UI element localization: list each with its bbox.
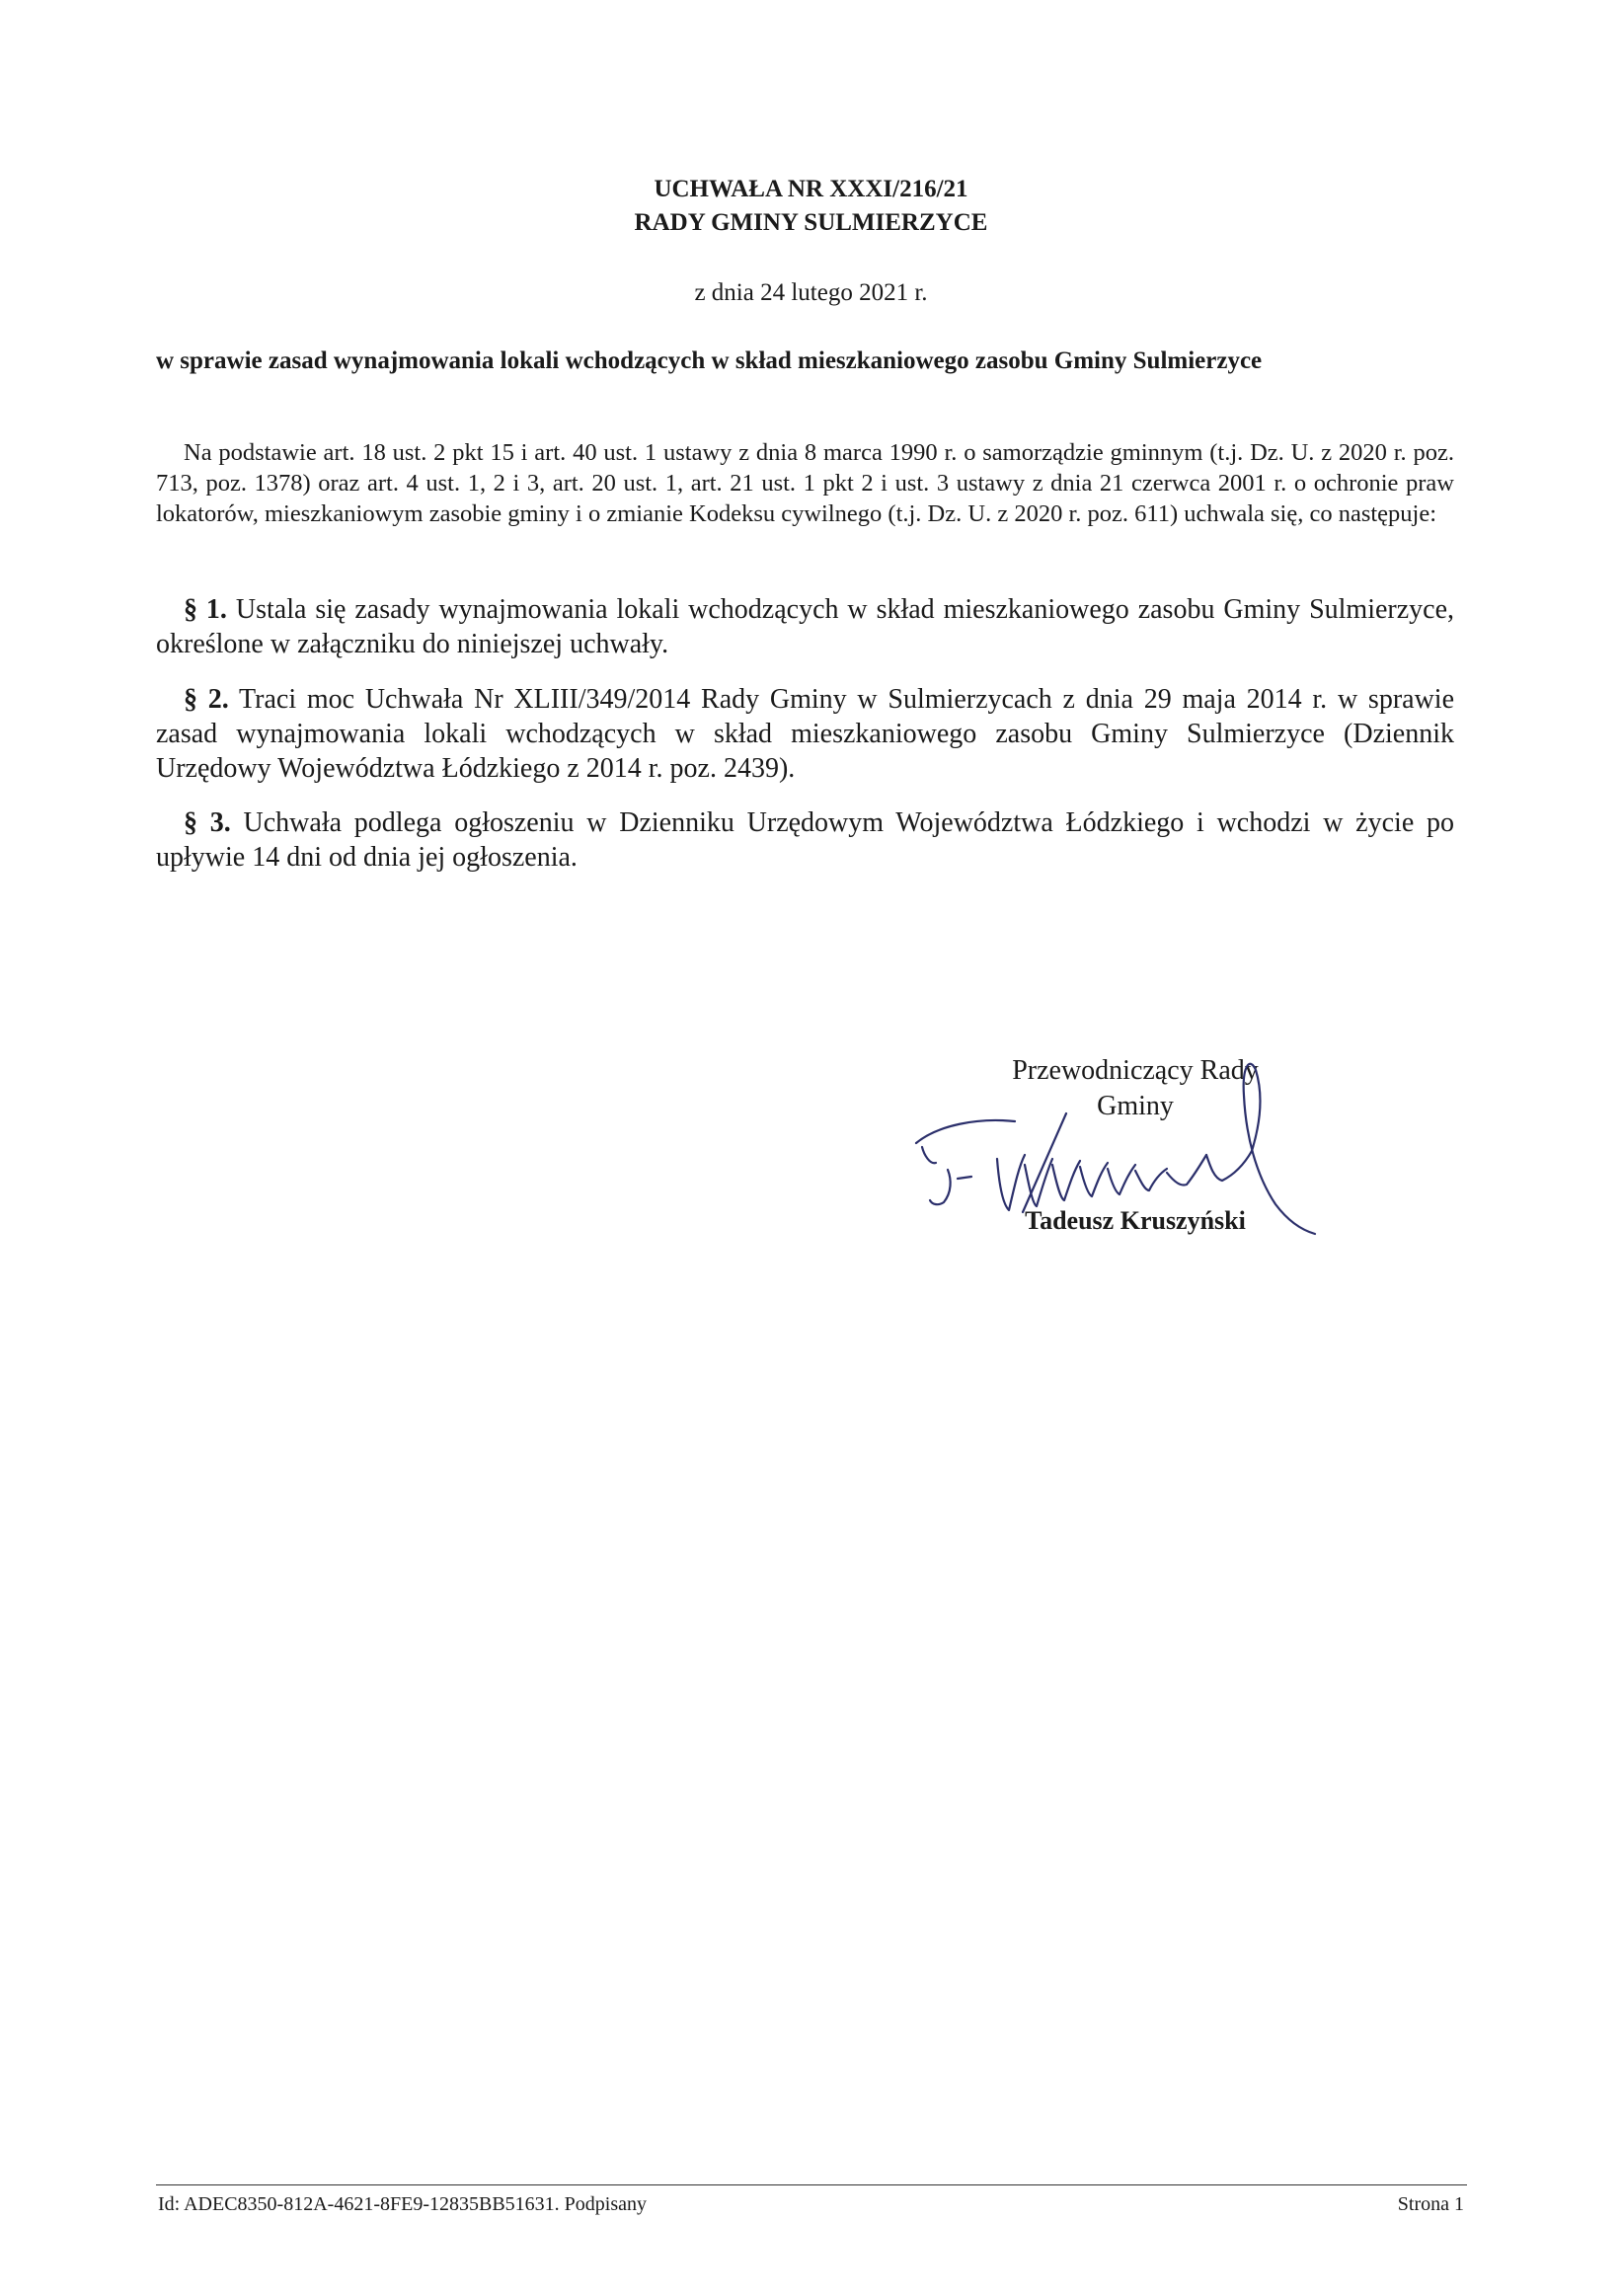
page-number: Strona 1 bbox=[1397, 2193, 1464, 2215]
paragraph-3 bbox=[156, 805, 1454, 875]
legal-basis-text: Na podstawie art. 18 ust. 2 pkt 15 i art. 40 ust. 1 ustawy z dnia 8 marca 1990 r. o samorządzie gminnym (t.j. Dz. U. z 2020 r. poz. 713, poz. 1378) oraz art. 4 ust. 1, 2 i 3, art. 20 ust. 1, art. 21 ust. 1 pkt 2 i ust. 3 ustawy z dnia 21 czerwca 2001 r. o ochronie praw lokatorów, mieszkaniowym zasobie gminy i o zmianie Kodeksu cywilnego (t.j. Dz. U. z 2020 r. poz. 611) uchwala się, co następuje: bbox=[156, 439, 1454, 527]
signatory-title-line2: Gminy bbox=[1097, 1091, 1174, 1121]
paragraph-number: § 1. bbox=[184, 594, 227, 625]
resolution-subject: w sprawie zasad wynajmowania lokali wchodzących w skład mieszkaniowego zasobu Gminy Sulmierzyce bbox=[156, 347, 1263, 374]
resolution-number: UCHWAŁA NR XXXI/216/21 bbox=[654, 176, 968, 202]
footer-divider bbox=[156, 2184, 1467, 2185]
resolution-date: z dnia 24 lutego 2021 r. bbox=[694, 279, 928, 306]
signatory-title-line1: Przewodniczący Rady bbox=[1012, 1055, 1259, 1086]
document-id: Id: ADEC8350-812A-4621-8FE9-12835BB51631. Podpisany bbox=[158, 2193, 647, 2215]
paragraph-2 bbox=[156, 682, 1454, 786]
legal-basis-paragraph bbox=[156, 437, 1454, 529]
handwritten-signature bbox=[908, 1056, 1362, 1254]
council-name: RADY GMINY SULMIERZYCE bbox=[634, 209, 988, 236]
paragraph-text: Ustala się zasady wynajmowania lokali wchodzących w skład mieszkaniowego zasobu Gminy Sulmierzyce, określone w załączniku do niniejszej uchwały. bbox=[156, 594, 1455, 659]
paragraph-number: § 3. bbox=[184, 807, 231, 838]
paragraph-text: Uchwała podlega ogłoszeniu w Dzienniku Urzędowym Województwa Łódzkiego i wchodzi w życie po upływie 14 dni od dnia jej ogłoszenia. bbox=[156, 807, 1455, 873]
paragraph-text: Traci moc Uchwała Nr XLIII/349/2014 Rady Gminy w Sulmierzycach z dnia 29 maja 2014 r. w sprawie zasad wynajmowania lokali wchodzących w skład mieszkaniowego zasobu Gminy Sulmierzyce (Dziennik Urzędowy Województwa Łódzkiego z 2014 r. poz. 2439). bbox=[156, 684, 1455, 784]
signatory-name: Tadeusz Kruszyński bbox=[1025, 1206, 1246, 1235]
paragraph-number: § 2. bbox=[184, 684, 229, 715]
paragraph-1 bbox=[156, 592, 1454, 661]
